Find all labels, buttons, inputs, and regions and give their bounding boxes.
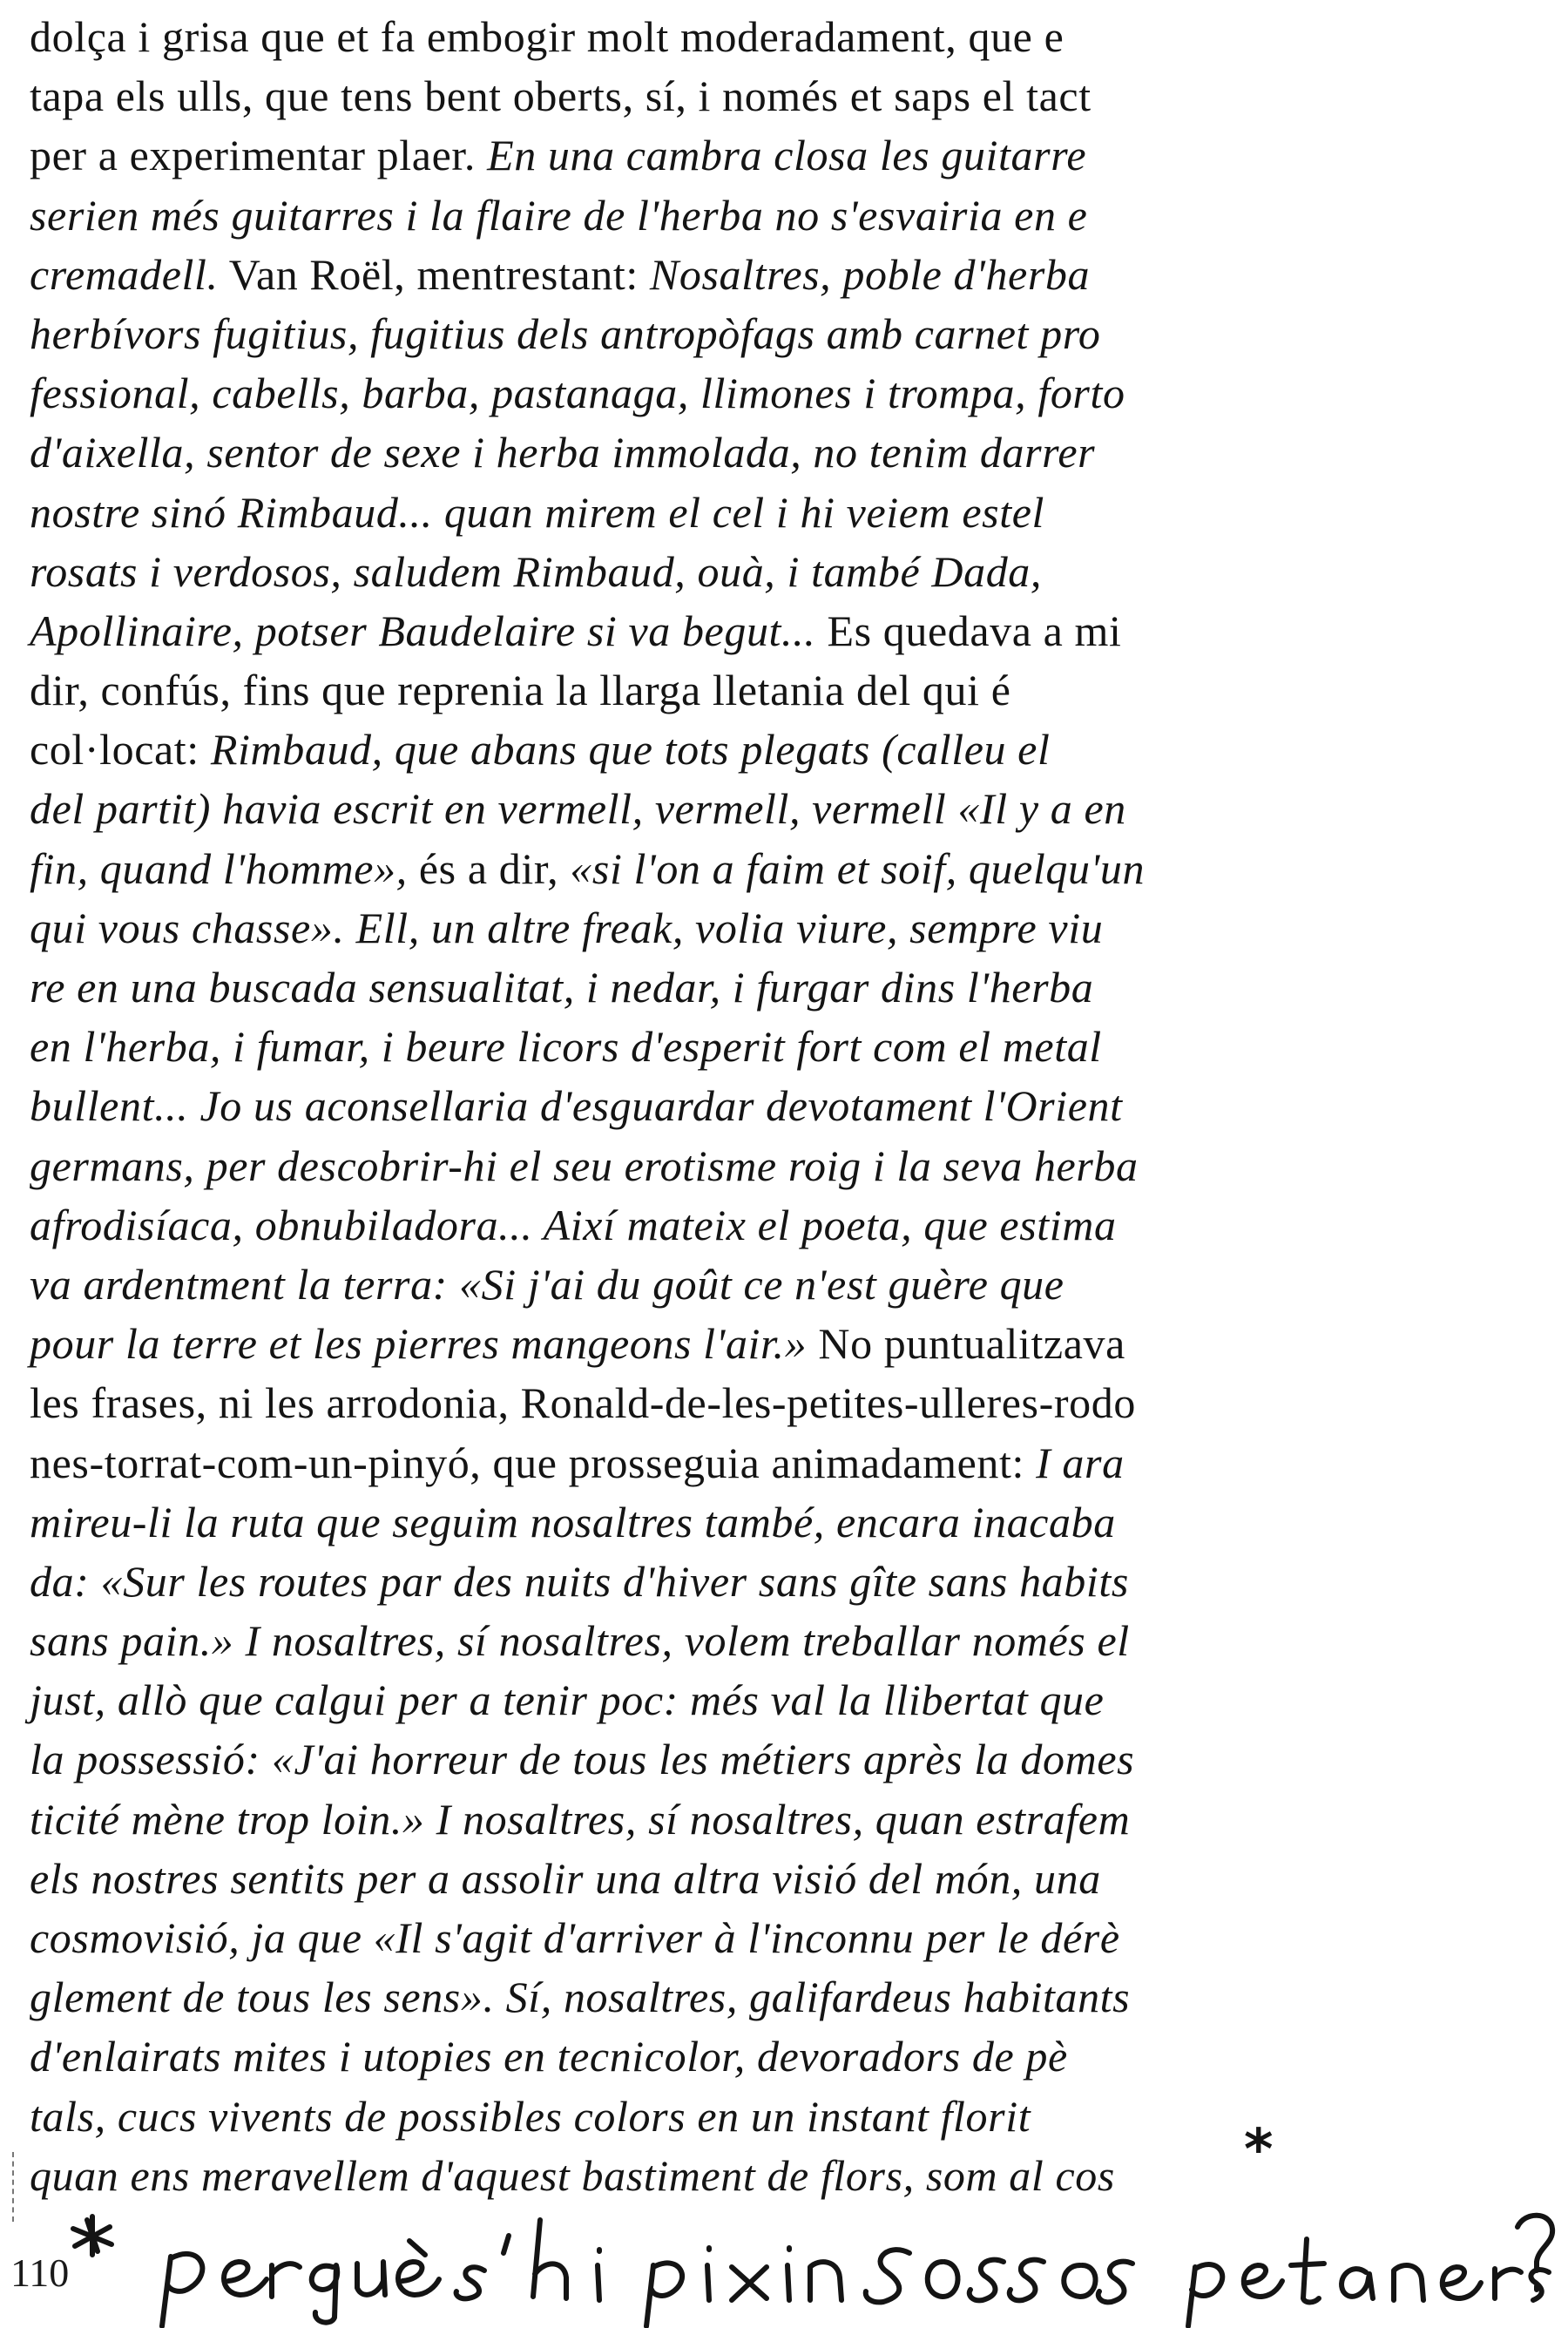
text-segment: da: «Sur les routes par des nuits d'hiver sans gîte sans habits [30, 1556, 1129, 1606]
text-line [30, 186, 1568, 245]
text-segment: fessional, cabells, barba, pastanaga, llimones i trompa, forto [30, 369, 1125, 418]
text-line [30, 1908, 1568, 1967]
text-line [30, 1611, 1568, 1670]
text-segment: ticité mène trop loin.» I nosaltres, sí nosaltres, quan estrafem [30, 1794, 1131, 1844]
text-segment: fin, quand l'homme», [30, 843, 419, 893]
text-segment: les frases, ni les arrodonia, Ronald-de-les-petites-ulleres-rodo [30, 1378, 1136, 1428]
text-segment: per a experimentar plaer. [30, 131, 488, 180]
text-segment: sans pain.» I nosaltres, sí nosaltres, volem treballar només el [30, 1616, 1130, 1666]
text-line [30, 839, 1568, 898]
text-segment: dir, confús, fins que reprenia la llarga lletania del qui é [30, 666, 1011, 715]
text-line [30, 1017, 1568, 1076]
text-segment: En una cambra closa les guitarre [487, 131, 1087, 180]
text-line [30, 245, 1568, 304]
text-segment: dolça i grisa que et fa embogir molt moderadament, que e [30, 12, 1064, 61]
text-line [30, 958, 1568, 1017]
text-line [30, 2027, 1568, 2086]
text-line [30, 1552, 1568, 1611]
text-line [30, 7, 1568, 66]
text-line [30, 898, 1568, 958]
text-line [30, 483, 1568, 542]
text-line [30, 1314, 1568, 1373]
text-line [30, 363, 1568, 423]
text-line [30, 1670, 1568, 1729]
text-segment: en l'herba, i fumar, i beure licors d'esperit fort com el metal [30, 1022, 1102, 1072]
text-segment: herbívors fugitius, fugitius dels antropòfags amb carnet pro [30, 308, 1101, 358]
text-line [30, 1373, 1568, 1432]
text-segment: cremadell. [30, 249, 219, 299]
text-line [30, 304, 1568, 363]
text-line [30, 720, 1568, 779]
text-line [30, 2146, 1568, 2205]
text-line [30, 1255, 1568, 1314]
text-segment: nes-torrat-com-un-pinyó, que prosseguia animadament: [30, 1438, 1037, 1487]
text-segment: tals, cucs vivents de possibles colors en un instant florit [30, 2091, 1031, 2141]
text-line [30, 660, 1568, 720]
text-segment: Es quedava a mi [815, 606, 1122, 655]
text-segment: serien més guitarres i la flaire de l'herba no s'esvairia en e [30, 190, 1088, 240]
text-segment: tapa els ulls, que tens bent oberts, sí, i només et saps el tact [30, 71, 1092, 121]
text-line [30, 1967, 1568, 2027]
text-segment: qui vous chasse». Ell, un altre freak, volia viure, sempre viu [30, 903, 1104, 952]
text-segment: just, allò que calgui per a tenir poc: més val la llibertat que [30, 1675, 1105, 1725]
text-segment: d'aixella, sentor de sexe i herba immolada, no tenim darrer [30, 428, 1096, 477]
text-segment: I ara [1036, 1438, 1125, 1487]
text-segment: nostre sinó Rimbaud... quan mirem el cel i hi veiem estel [30, 487, 1044, 537]
text-segment: No puntualitzava [807, 1319, 1125, 1369]
text-line [30, 1729, 1568, 1789]
text-segment: «Il y a en [957, 784, 1126, 834]
text-line [30, 423, 1568, 482]
text-segment: afrodisíaca, obnubiladora... Així mateix el poeta, que estima [30, 1200, 1117, 1249]
text-line [30, 66, 1568, 125]
text-segment: va ardentment la terra: «Si j'ai du goût ce n'est guère que [30, 1259, 1064, 1309]
text-segment: la possessió: «J'ai horreur de tous les métiers après la domes [30, 1735, 1135, 1784]
text-line [30, 1136, 1568, 1195]
text-segment: mireu-li la ruta que seguim nosaltres també, encara inacaba [30, 1497, 1116, 1546]
text-segment: quan ens meravellem d'aquest bastiment de flors, som al cos [30, 2150, 1115, 2200]
handwritten-asterisk-inline: * [1244, 2118, 1274, 2182]
text-line [30, 1076, 1568, 1135]
text-line [30, 1492, 1568, 1552]
text-line [30, 1195, 1568, 1255]
text-segment: del partit) havia escrit en vermell, vermell, vermell [30, 784, 958, 834]
text-segment: Nosaltres, poble d'herba [649, 249, 1091, 299]
text-line [30, 601, 1568, 660]
text-line [30, 1433, 1568, 1492]
text-segment: Rimbaud, que abans que tots plegats (calleu el [210, 725, 1051, 775]
text-segment: d'enlairats mites i utopies en tecnicolor, devoradors de pè [30, 2032, 1068, 2081]
text-segment: els nostres sentits per a assolir una altra visió del món, una [30, 1853, 1101, 1903]
text-segment: Van Roël, mentrestant: [218, 249, 650, 299]
body-text [30, 7, 1568, 2205]
text-segment: glement de tous les sens». Sí, nosaltres, galifardeus habitants [30, 1973, 1131, 2022]
text-line [30, 779, 1568, 838]
text-line [30, 125, 1568, 185]
text-segment: re en una buscada sensualitat, i nedar, i furgar dins l'herba [30, 963, 1094, 1012]
text-line [30, 542, 1568, 601]
text-line [30, 2087, 1568, 2146]
text-segment: bullent... Jo us aconsellaria d'esguardar devotament l'Orient [30, 1081, 1123, 1131]
text-segment: germans, per descobrir-hi el seu erotisme roig i la seva herba [30, 1140, 1139, 1190]
text-segment: Apollinaire, potser Baudelaire si va begut... [30, 606, 816, 655]
text-segment: col·locat: [30, 725, 211, 775]
text-segment: «si l'on a faim et soif, quelqu'un [570, 843, 1146, 893]
text-line [30, 1849, 1568, 1908]
text-line [30, 1790, 1568, 1849]
text-segment: és a dir, [418, 843, 571, 893]
text-segment: rosats i verdosos, saludem Rimbaud, ouà, i també Dada, [30, 546, 1042, 596]
handwritten-note [0, 2204, 1568, 2328]
page-number: 110 [10, 2250, 70, 2295]
text-segment: pour la terre et les pierres mangeons l'air.» [30, 1319, 808, 1369]
text-segment: cosmovisió, ja que «Il s'agit d'arriver à l'inconnu per le dérè [30, 1913, 1120, 1962]
page-footer [0, 2204, 1568, 2328]
